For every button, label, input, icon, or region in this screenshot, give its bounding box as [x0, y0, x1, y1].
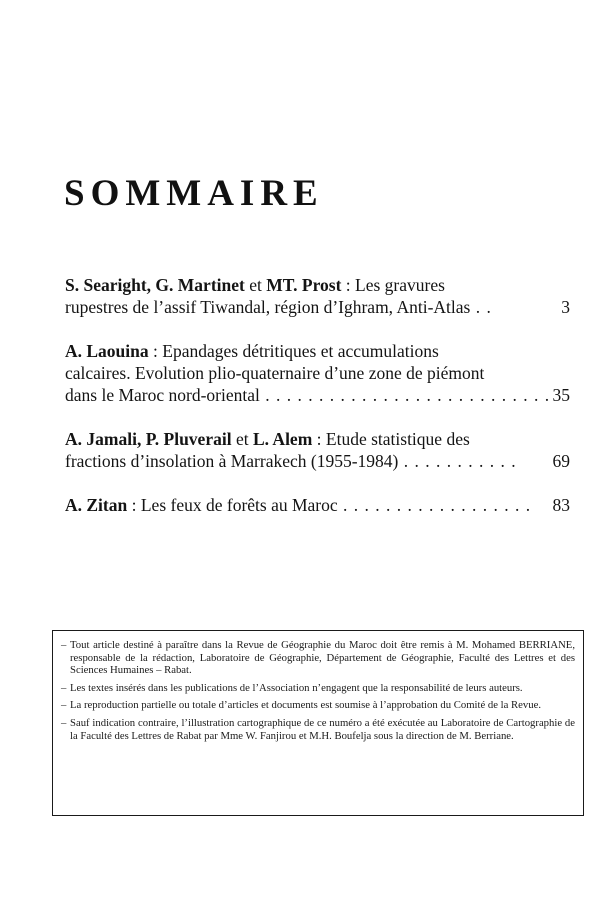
notice-bullet-dash: –	[61, 716, 67, 729]
toc-authors: A. Laouina	[65, 341, 149, 361]
toc-author-separator: :	[148, 341, 163, 361]
notice-bullet-dash: –	[61, 639, 67, 651]
toc-authors: A. Zitan	[65, 495, 128, 515]
toc-dot-leader: . . . . . . . . . . . . . . . . . .	[337, 495, 532, 515]
toc-page-number: 35	[552, 385, 570, 405]
toc-page-number: 83	[552, 495, 570, 515]
toc-title-text: fractions d’insolation à Marrakech (1955-1984)	[65, 451, 399, 471]
toc-page-number: 69	[552, 451, 570, 471]
toc-authors: L. Alem	[252, 429, 313, 449]
notice-item	[61, 682, 575, 695]
notice-text: Tout article destiné à paraître dans la Revue de Géographie du Maroc doit être remis à M. Mohamed BERRIANE, responsable de la rédaction, Laboratoire de Géographie, Département de Géographie, Faculté des Lettres et des Sciences Humaines – Rabat.	[70, 639, 575, 677]
toc-line	[65, 384, 570, 406]
toc-line	[65, 340, 570, 362]
toc-dot-leader: . . . . . . . . . . .	[398, 451, 517, 471]
notice-item	[61, 717, 575, 742]
toc-dot-leader: . .	[470, 297, 492, 317]
notice-item	[61, 639, 575, 677]
notice-text: La reproduction partielle ou totale d’articles et documents est soumise à l’approbation du Comité de la Revue.	[70, 699, 541, 712]
toc-authors: A. Jamali, P. Pluverail	[65, 429, 232, 449]
toc-author-separator: et	[244, 275, 267, 295]
toc-title-text: dans le Maroc nord-oriental	[65, 385, 260, 405]
toc-line	[65, 274, 570, 296]
toc-authors: S. Searight, G. Martinet	[65, 275, 245, 295]
toc-line	[65, 494, 570, 516]
toc-line: calcaires. Evolution plio-quaternaire d’une zone de piémont	[65, 363, 485, 383]
toc-entry	[65, 274, 570, 318]
toc-dot-leader: . . . . . . . . . . . . . . . . . . . . . . . . . . .	[259, 385, 551, 405]
toc-page-number: 3	[561, 297, 570, 317]
table-of-contents	[65, 274, 570, 538]
toc-entry	[65, 428, 570, 472]
notice-item	[61, 699, 575, 712]
toc-line	[65, 450, 570, 472]
toc-title-text: Etude statistique des	[325, 429, 470, 449]
toc-authors: MT. Prost	[266, 275, 342, 295]
toc-entry	[65, 494, 570, 516]
page-title: SOMMAIRE	[64, 173, 324, 214]
toc-author-separator: :	[312, 429, 326, 449]
editorial-notice-box	[52, 630, 584, 816]
toc-entry	[65, 340, 570, 406]
toc-author-separator: :	[127, 495, 141, 515]
toc-title-text: Les gravures	[355, 275, 445, 295]
toc-author-separator: :	[341, 275, 356, 295]
toc-title-text: Les feux de forêts au Maroc	[140, 495, 338, 515]
toc-author-separator: et	[231, 429, 253, 449]
notice-text: Les textes insérés dans les publications de l’Association n’engagent que la responsabilité de leurs auteurs.	[70, 681, 523, 694]
toc-line	[65, 296, 570, 318]
toc-line	[65, 428, 570, 450]
notice-text: Sauf indication contraire, l’illustration cartographique de ce numéro a été exécutée au Laboratoire de Cartographie de la Faculté des Lettres de Rabat par Mme W. Fanjirou et M.H. Boufelja sous la direction de M. Berriane.	[70, 716, 575, 742]
notice-bullet-dash: –	[61, 699, 67, 712]
toc-title-text: Epandages détritiques et accumulations	[162, 341, 439, 361]
toc-title-text: rupestres de l’assif Tiwandal, région d’Ighram, Anti-Atlas	[65, 297, 471, 317]
notice-bullet-dash: –	[61, 681, 67, 694]
